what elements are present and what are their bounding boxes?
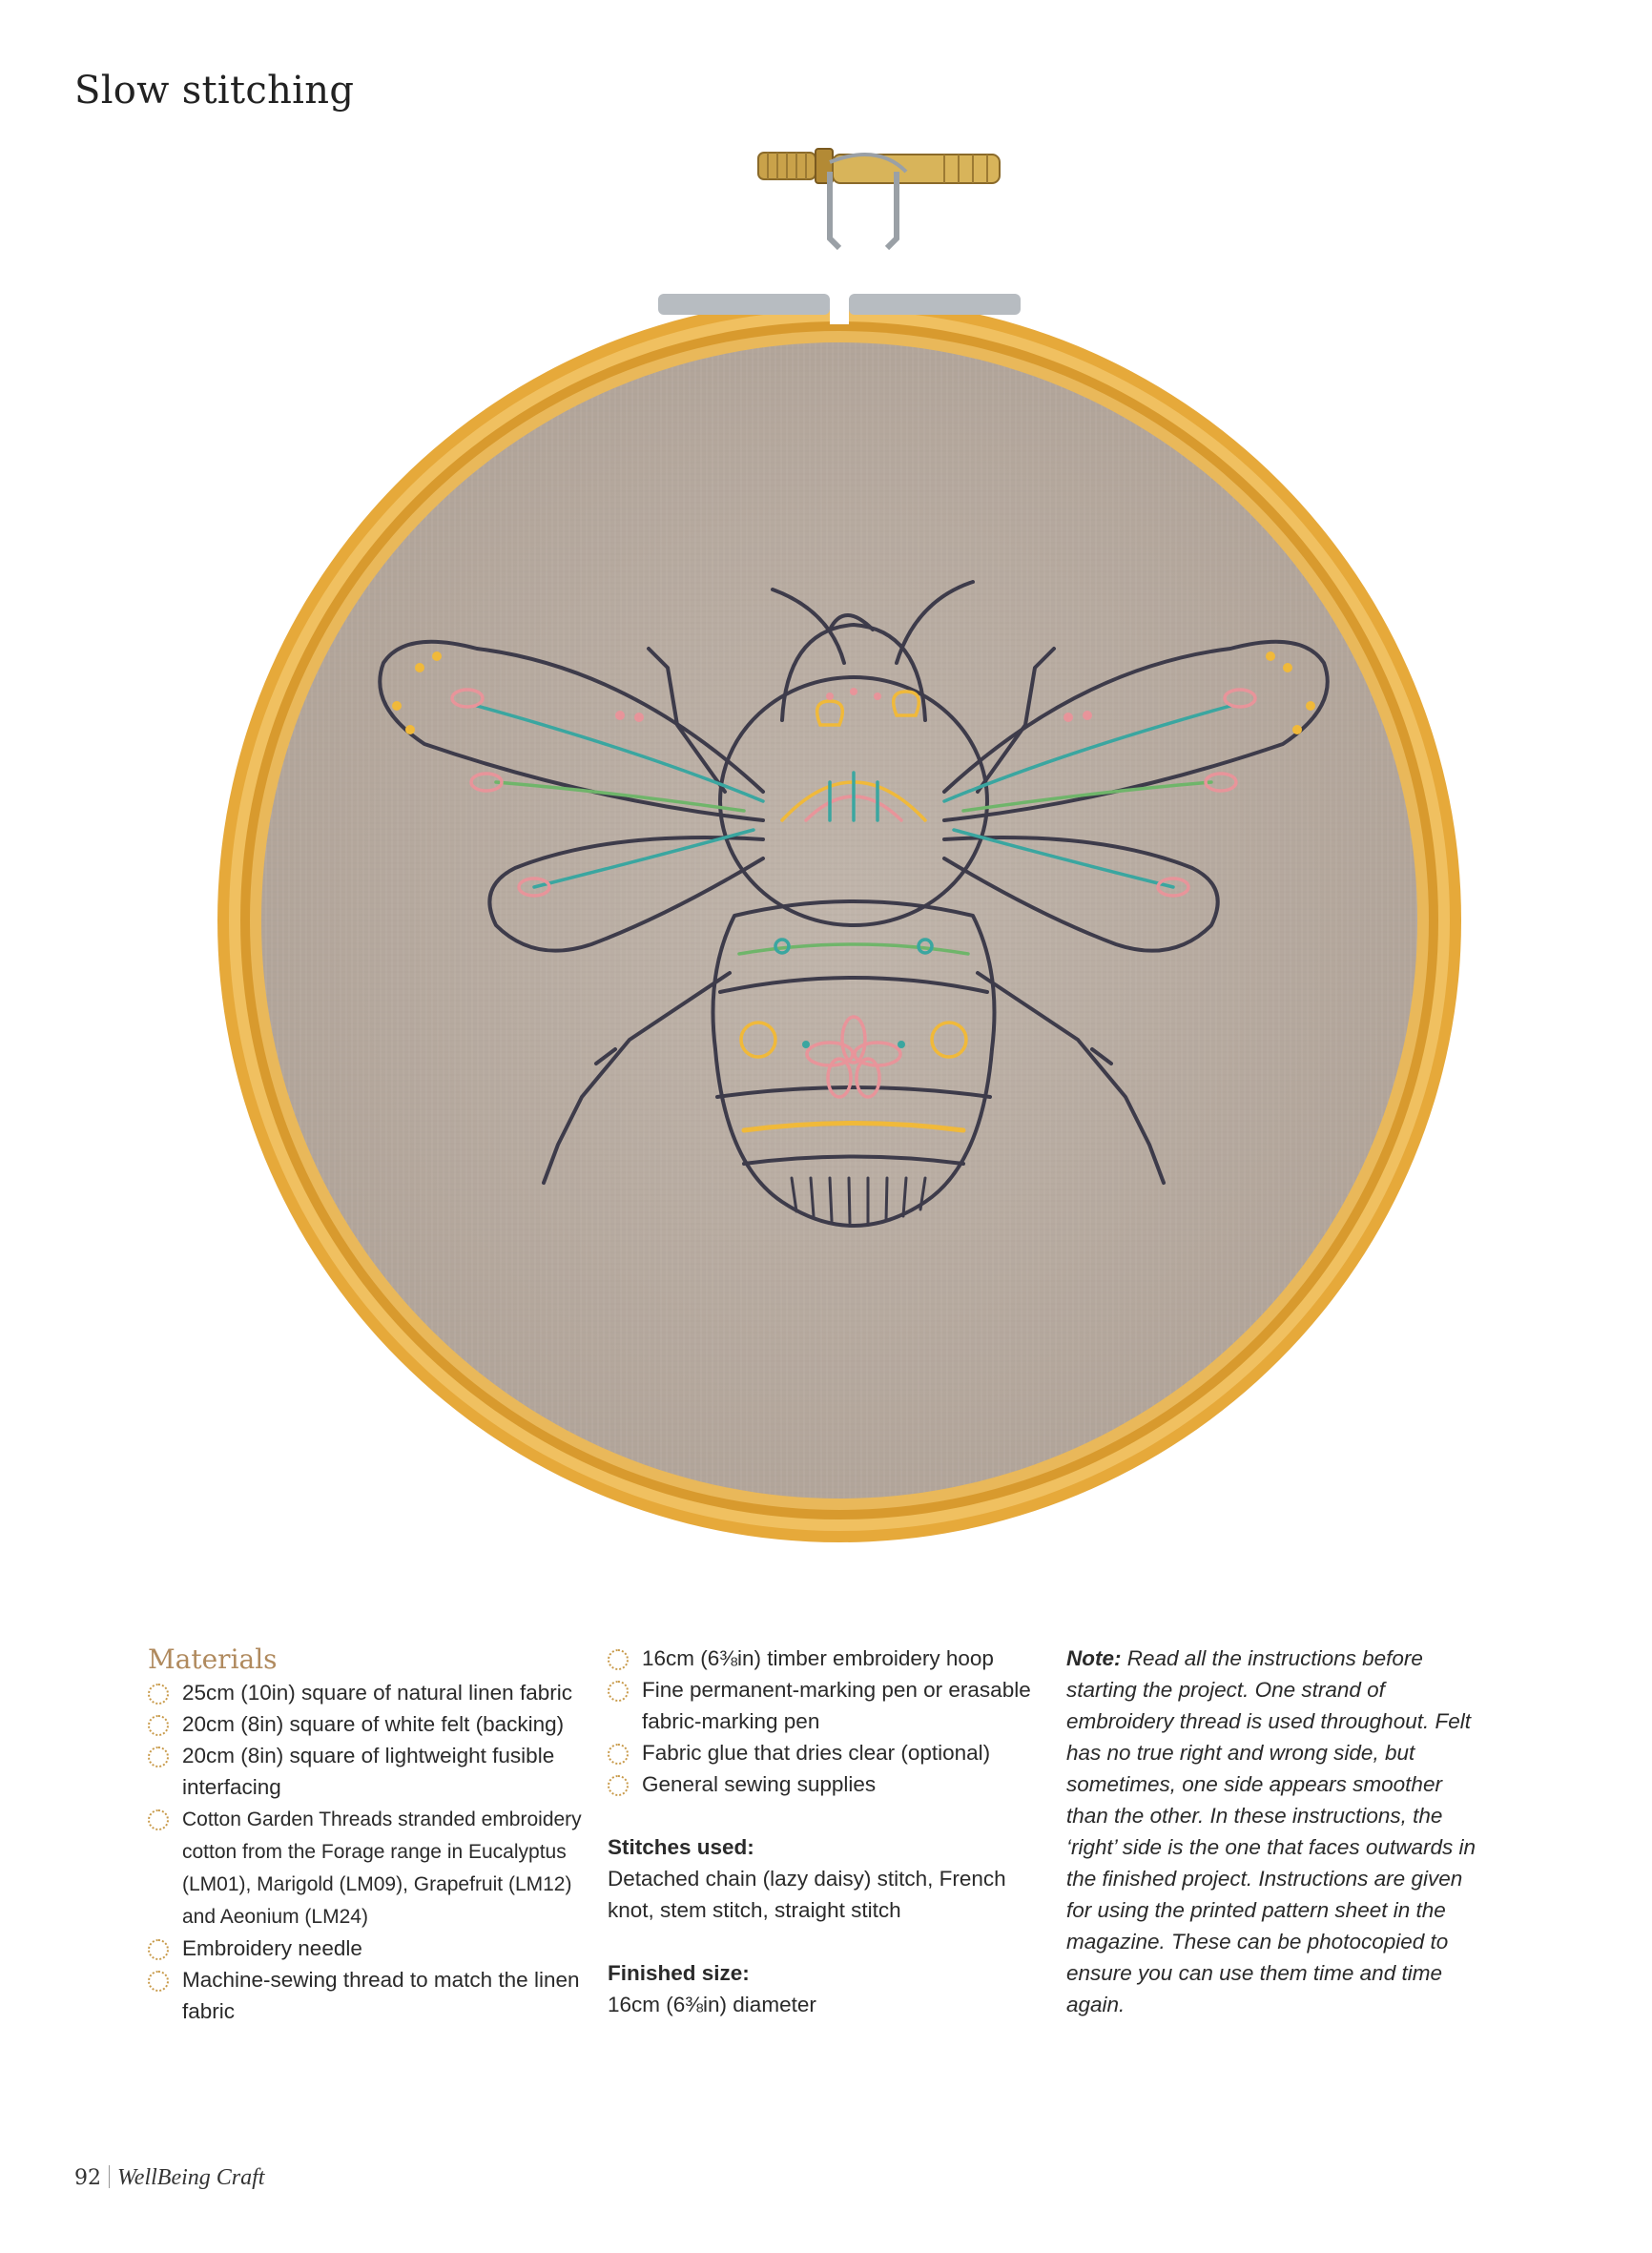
footer-divider — [109, 2165, 110, 2188]
magazine-name: WellBeing Craft — [117, 2165, 265, 2190]
stitches-text: Detached chain (lazy daisy) stitch, French knot, stem stitch, straight stitch — [608, 1867, 1006, 1922]
materials-list-2 — [608, 1643, 1046, 1800]
list-item: 16cm (6⅜in) timber embroidery hoop — [608, 1643, 1046, 1674]
list-item: Fine permanent-marking pen or erasable fabric-marking pen — [608, 1674, 1046, 1737]
note-column — [1066, 1643, 1486, 2020]
materials-column-2 — [608, 1643, 1046, 2020]
materials-title: Materials — [148, 1643, 278, 1675]
page-footer — [74, 2165, 264, 2191]
list-item: Machine-sewing thread to match the linen fabric — [148, 1964, 596, 2027]
dotted-circle-bullet-icon — [148, 1939, 169, 1960]
page-number: 92 — [74, 2166, 101, 2190]
materials-list — [148, 1677, 596, 2027]
dotted-circle-bullet-icon — [608, 1681, 629, 1702]
dotted-circle-bullet-icon — [148, 1809, 169, 1830]
list-item: 20cm (8in) square of white felt (backing) — [148, 1708, 596, 1740]
list-item: General sewing supplies — [608, 1768, 1046, 1800]
materials-column — [148, 1643, 596, 2027]
dotted-circle-bullet-icon — [148, 1684, 169, 1705]
dotted-circle-bullet-icon — [148, 1747, 169, 1767]
dotted-circle-bullet-icon — [608, 1649, 629, 1670]
list-item: 25cm (10in) square of natural linen fabric — [148, 1677, 596, 1708]
note-label: Note: — [1066, 1646, 1122, 1670]
list-item: Cotton Garden Threads stranded embroidery cotton from the Forage range in Eucalyptus (LM01), Marigold (LM09), Grapefruit (LM12) and Aeonium (LM24) — [148, 1803, 596, 1933]
finished-size-text: 16cm (6⅜in) diameter — [608, 1993, 816, 2016]
list-item: Embroidery needle — [148, 1933, 596, 1964]
list-item: Fabric glue that dries clear (optional) — [608, 1737, 1046, 1768]
note-text: Read all the instructions before starting the project. One strand of embroidery thread is used throughout. Felt has no true right and wrong side, but sometimes, one side appears smoother than the other. In these instructions, the ‘right’ side is the one that faces outwards in the finished project. Instructions are given for using the printed pattern sheet in the magazine. These can be photocopied to ensure you can use them time and time again. — [1066, 1646, 1476, 2016]
hoop-screw — [758, 149, 1000, 248]
dotted-circle-bullet-icon — [608, 1744, 629, 1765]
dotted-circle-bullet-icon — [148, 1715, 169, 1736]
list-item: 20cm (8in) square of lightweight fusible interfacing — [148, 1740, 596, 1803]
dotted-circle-bullet-icon — [148, 1971, 169, 1992]
dotted-circle-bullet-icon — [608, 1775, 629, 1796]
finished-size-label: Finished size: — [608, 1961, 750, 1985]
section-title: Slow stitching — [74, 69, 355, 113]
stitches-label: Stitches used: — [608, 1835, 754, 1859]
embroidery-hoop-photo — [172, 134, 1507, 1545]
